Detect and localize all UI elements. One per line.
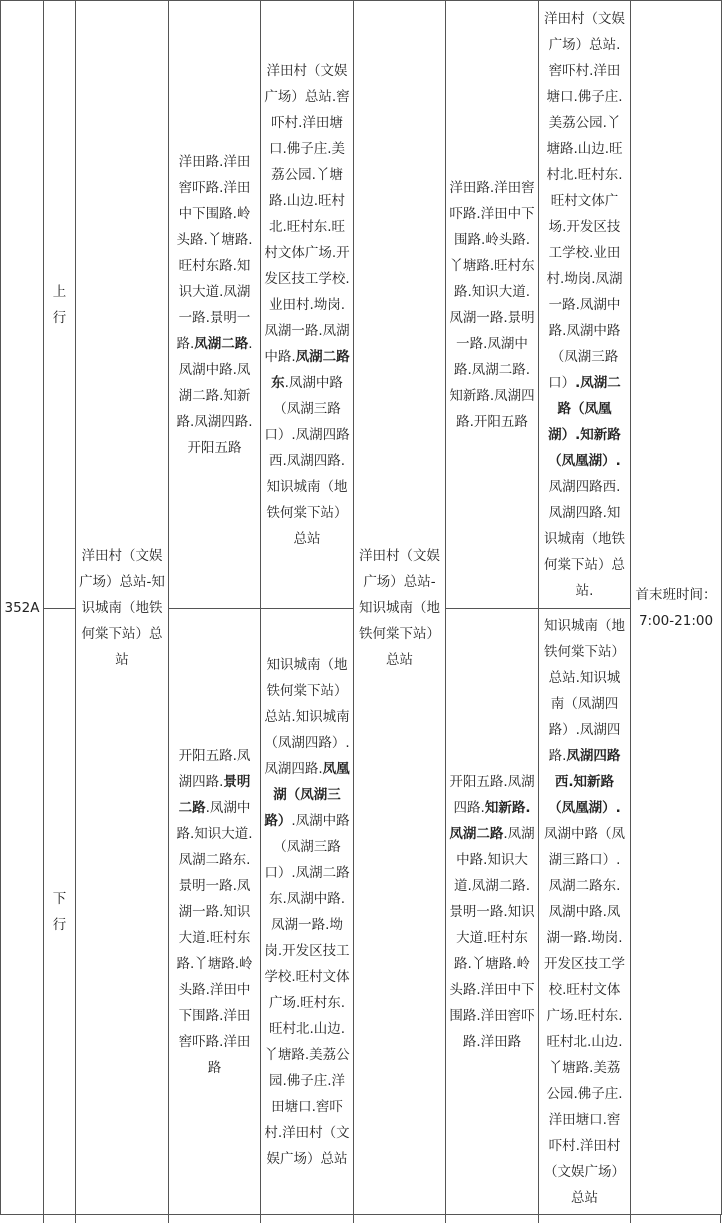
route-number-cell: 352A xyxy=(1,1,44,1215)
service-hours-cell: 首末班时间：7:00-21:00 xyxy=(631,1,722,1215)
next-row-divider xyxy=(445,1214,446,1223)
next-row-divider xyxy=(75,1214,76,1223)
stop-text: 开阳五路.凤湖四路. xyxy=(449,773,535,816)
down-roads-cell-new xyxy=(446,609,539,1215)
up-roads-cell xyxy=(169,1,261,609)
up-roads-cell-new xyxy=(446,1,539,609)
stop-text-bold: 凤凰湖（凤湖三路） xyxy=(264,760,350,829)
stop-text: 洋田村（文娱广场）总站.窖吓村.洋田塘口.佛子庄.美荔公园.丫塘路.山边.旺村北.旺村东.旺村文体广场.开发区技工学校.业田村.坳岗.凤湖一路.凤湖中路.凤湖中路（凤湖三路口） xyxy=(544,10,625,391)
stop-text: 知识城南（地铁何棠下站）总站.知识城南（凤湖四路）.凤湖四路. xyxy=(544,617,625,764)
stop-text: 凤湖四路西.凤湖四路.知识城南（地铁何棠下站）总站. xyxy=(544,478,625,599)
stop-text-bold: 知新路.凤湖二路 xyxy=(449,799,531,842)
down-stops-cell xyxy=(261,609,354,1215)
stop-text: .凤湖中路.知识大道.凤湖二路东.景明一路.凤湖一路.知识大道.旺村东路.丫塘路.岭头路.洋田中下围路.洋田窖吓路.洋田路 xyxy=(176,799,253,1076)
stop-text: 凤湖中路（凤湖三路口）.凤湖二路东.凤湖中路.凤湖一路.坳岗.开发区技工学校.旺村文体广场.旺村东.旺村北.山边.丫塘路.美荔公园.佛子庄.洋田塘口.窖吓村.洋田村（文娱广场）总站 xyxy=(544,825,625,1206)
next-row-divider xyxy=(260,1214,261,1223)
stop-text: .凤湖中路.知识大道.凤湖二路.景明一路.知识大道.旺村东路.丫塘路.岭头路.洋田中下围路.洋田窖吓路.洋田路 xyxy=(449,825,535,1050)
stop-text: .凤湖中路（凤湖三路口）.凤湖二路东.凤湖中路.凤湖一路.坳岗.开发区技工学校.旺村文体广场.旺村东.旺村北.山边.丫塘路.美荔公园.佛子庄.洋田塘口.窖吓村.洋田村（文娱广场）总站 xyxy=(264,812,350,1167)
next-row-divider xyxy=(720,1214,721,1223)
stop-text-bold: 凤湖二路东 xyxy=(271,348,350,391)
stop-text-bold: 景明二路 xyxy=(178,773,251,816)
next-row-divider xyxy=(353,1214,354,1223)
stop-text: 知识城南（地铁何棠下站）总站.知识城南（凤湖四路）.凤湖四路. xyxy=(264,656,350,777)
next-row-divider xyxy=(43,1214,44,1223)
stop-text: .凤湖中路（凤湖三路口）.凤湖四路西.凤湖四路.知识城南（地铁何棠下站）总站 xyxy=(264,374,350,547)
next-row-divider xyxy=(630,1214,631,1223)
down-roads-cell xyxy=(169,609,261,1215)
next-row-divider xyxy=(168,1214,169,1223)
stop-text: .凤湖中路.凤湖二路.知新路.凤湖四路.开阳五路 xyxy=(176,335,253,456)
stop-text-bold: .凤湖二路（凤凰湖）.知新路（凤凰湖）. xyxy=(548,374,621,469)
next-row-divider xyxy=(538,1214,539,1223)
direction-up-cell: 上行 xyxy=(44,1,76,609)
stop-text: 洋田路.洋田窖吓路.洋田中下围路.岭头路.丫塘路.旺村东路.知识大道.凤湖一路.景明一路.凤湖中路.凤湖二路.知新路.凤湖四路.开阳五路 xyxy=(449,179,535,430)
terminals-cell: 洋田村（文娱广场）总站-知识城南（地铁何棠下站）总站 xyxy=(76,1,169,1215)
direction-down-cell: 下行 xyxy=(44,609,76,1215)
stop-text-bold: 凤湖二路 xyxy=(194,335,249,352)
terminals-cell-new: 洋田村（文娱广场）总站-知识城南（地铁何棠下站）总站 xyxy=(354,1,446,1215)
up-stops-cell xyxy=(261,1,354,609)
down-stops-cell-new xyxy=(539,609,631,1215)
stop-text: 开阳五路.凤湖四路. xyxy=(178,747,251,790)
up-stops-cell-new xyxy=(539,1,631,609)
stop-text: 洋田路.洋田窖吓路.洋田中下围路.岭头路.丫塘路.旺村东路.知识大道.凤湖一路.景明一路. xyxy=(176,153,253,352)
stop-text-bold: 凤湖四路西.知新路（凤凰湖）. xyxy=(548,747,621,816)
stop-text: 洋田村（文娱广场）总站.窖吓村.洋田塘口.佛子庄.美荔公园.丫塘路.山边.旺村北.旺村东.旺村文体广场.开发区技工学校.业田村.坳岗.凤湖一路.凤湖中路. xyxy=(264,62,350,365)
row-up xyxy=(1,1,722,609)
